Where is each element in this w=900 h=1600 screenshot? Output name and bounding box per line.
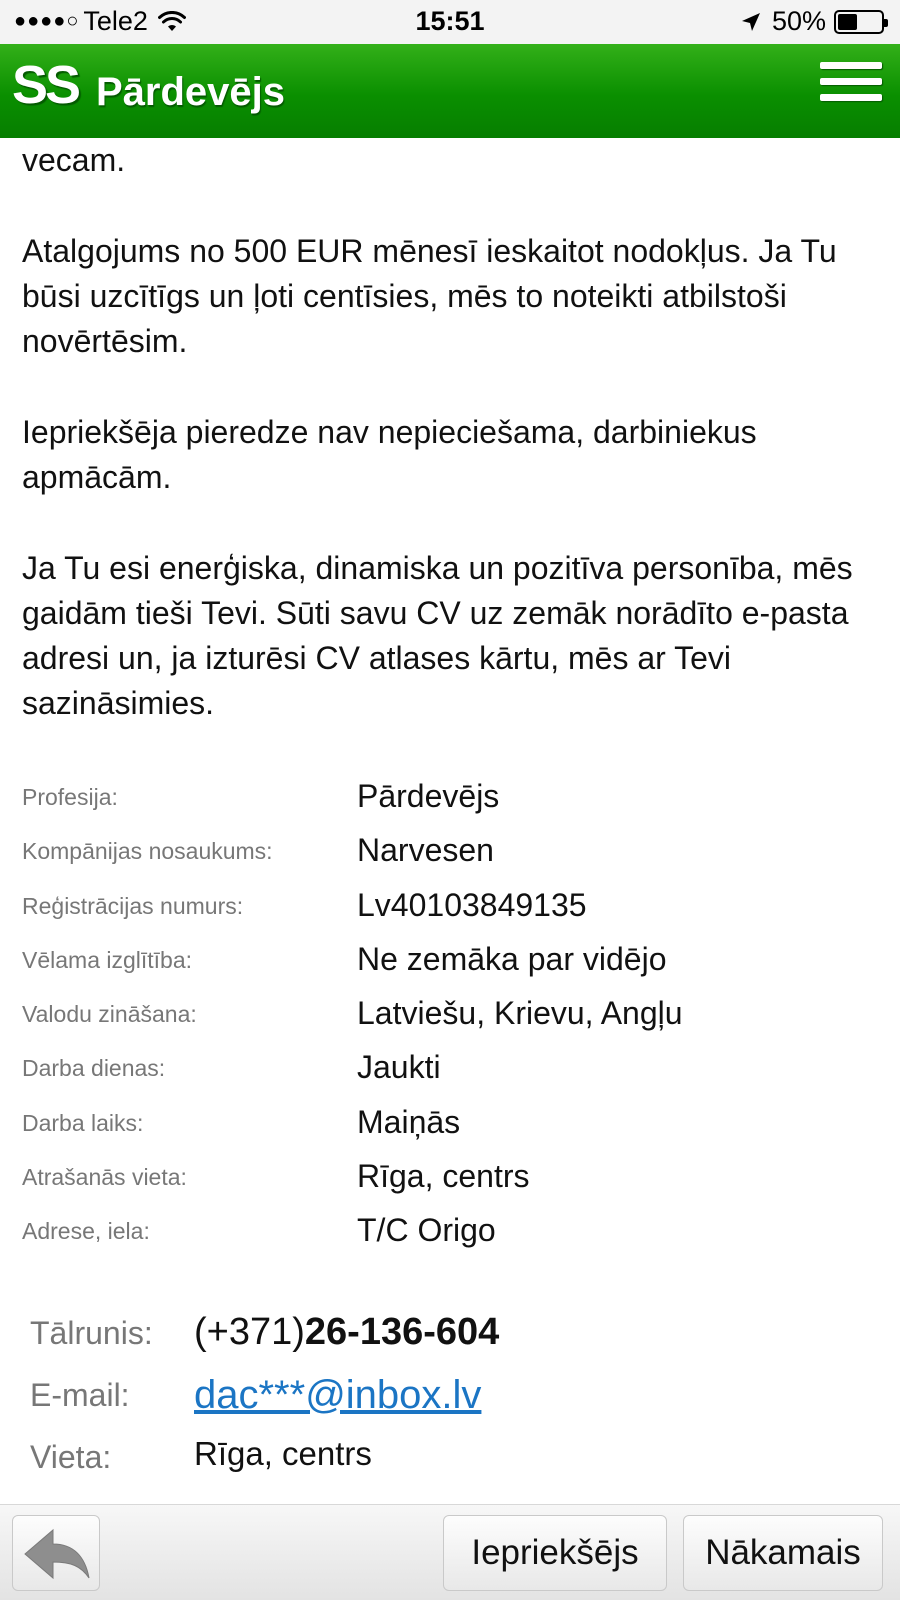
detail-label: Vēlama izglītība: [22, 946, 193, 973]
menu-line [820, 94, 882, 101]
location-arrow-icon [740, 11, 762, 33]
detail-value: Jaukti [357, 1049, 441, 1086]
phone-row [30, 1305, 880, 1367]
detail-value: Ne zemāka par vidējo [357, 940, 667, 977]
place-value: Rīga, centrs [194, 1435, 372, 1472]
hamburger-menu-icon[interactable] [820, 62, 882, 118]
detail-label: Profesija: [22, 784, 118, 810]
detail-row [22, 879, 882, 933]
detail-label: Atrašanās vieta: [22, 1164, 187, 1191]
description-fragment: vecam. [22, 142, 126, 178]
contact-block [30, 1305, 880, 1491]
menu-line [820, 62, 882, 69]
detail-label: Kompānijas nosaukums: [22, 838, 273, 865]
description-paragraph: Atalgojums no 500 EUR mēnesī ieskaitot nodokļus. Ja Tu būsi uzcītīgs un ļoti centīsies, mēs to noteikti atbilstoši novērtēsim. [22, 233, 837, 359]
detail-label: Adrese, iela: [22, 1218, 150, 1245]
phone-prefix: (+371) [194, 1311, 305, 1353]
menu-line [820, 78, 882, 85]
back-arrow-icon [13, 1516, 101, 1592]
detail-row [22, 1096, 882, 1150]
place-label: Vieta: [30, 1439, 112, 1475]
email-label: E-mail: [30, 1377, 130, 1413]
email-row [30, 1367, 880, 1429]
description-paragraph: Iepriekšēja pieredze nav nepieciešama, darbiniekus apmācām. [22, 414, 757, 495]
status-bar [0, 0, 900, 44]
signal-strength-icon: ●●●●○ [14, 10, 80, 32]
app-header [0, 44, 900, 138]
battery-percentage: 50% [771, 6, 826, 36]
detail-value: Lv40103849135 [357, 886, 587, 923]
detail-row [22, 1204, 882, 1258]
detail-value: Latviešu, Krievu, Angļu [357, 995, 683, 1032]
detail-label: Reģistrācijas numurs: [22, 892, 244, 919]
email-link[interactable]: dac***@inbox.lv [194, 1373, 482, 1417]
phone-number[interactable]: 26-136-604 [304, 1311, 500, 1353]
detail-row [22, 770, 882, 824]
detail-value: Pārdevējs [357, 778, 500, 814]
phone-value[interactable] [194, 1311, 499, 1354]
back-button[interactable] [12, 1515, 100, 1591]
page-title: Pārdevējs [96, 70, 286, 114]
detail-label: Valodu zināšana: [22, 1001, 197, 1028]
detail-value: T/C Origo [357, 1212, 496, 1249]
status-right [740, 6, 884, 37]
description-paragraph: Ja Tu esi enerģiska, dinamiska un pozitīva personība, mēs gaidām tieši Tevi. Sūti savu CV uz zemāk norādīto e-pasta adresi un, ja izturēsi CV atlases kārtu, mēs ar Tevi sazināsimies. [22, 550, 853, 721]
battery-tip [884, 19, 888, 27]
battery-fill [838, 14, 857, 30]
previous-button[interactable]: Iepriekšējs [443, 1515, 667, 1591]
detail-row [22, 1041, 882, 1095]
details-table [22, 770, 882, 1259]
detail-row [22, 933, 882, 987]
detail-value: Narvesen [357, 832, 494, 869]
carrier-name: Tele2 [83, 6, 148, 36]
detail-label: Darba laiks: [22, 1109, 144, 1136]
detail-row [22, 1150, 882, 1204]
ss-logo[interactable]: SS [12, 55, 79, 115]
phone-label: Tālrunis: [30, 1315, 153, 1351]
detail-label: Darba dienas: [22, 1055, 166, 1082]
status-time: 15:51 [415, 6, 485, 36]
detail-value: Rīga, centrs [357, 1158, 530, 1195]
battery-icon [834, 10, 884, 34]
detail-row [22, 824, 882, 878]
detail-value: Maiņās [357, 1103, 461, 1140]
detail-row [22, 987, 882, 1041]
bottom-nav-bar [0, 1504, 900, 1600]
place-row [30, 1429, 880, 1491]
next-button[interactable]: Nākamais [683, 1515, 883, 1591]
ad-description [22, 138, 882, 726]
